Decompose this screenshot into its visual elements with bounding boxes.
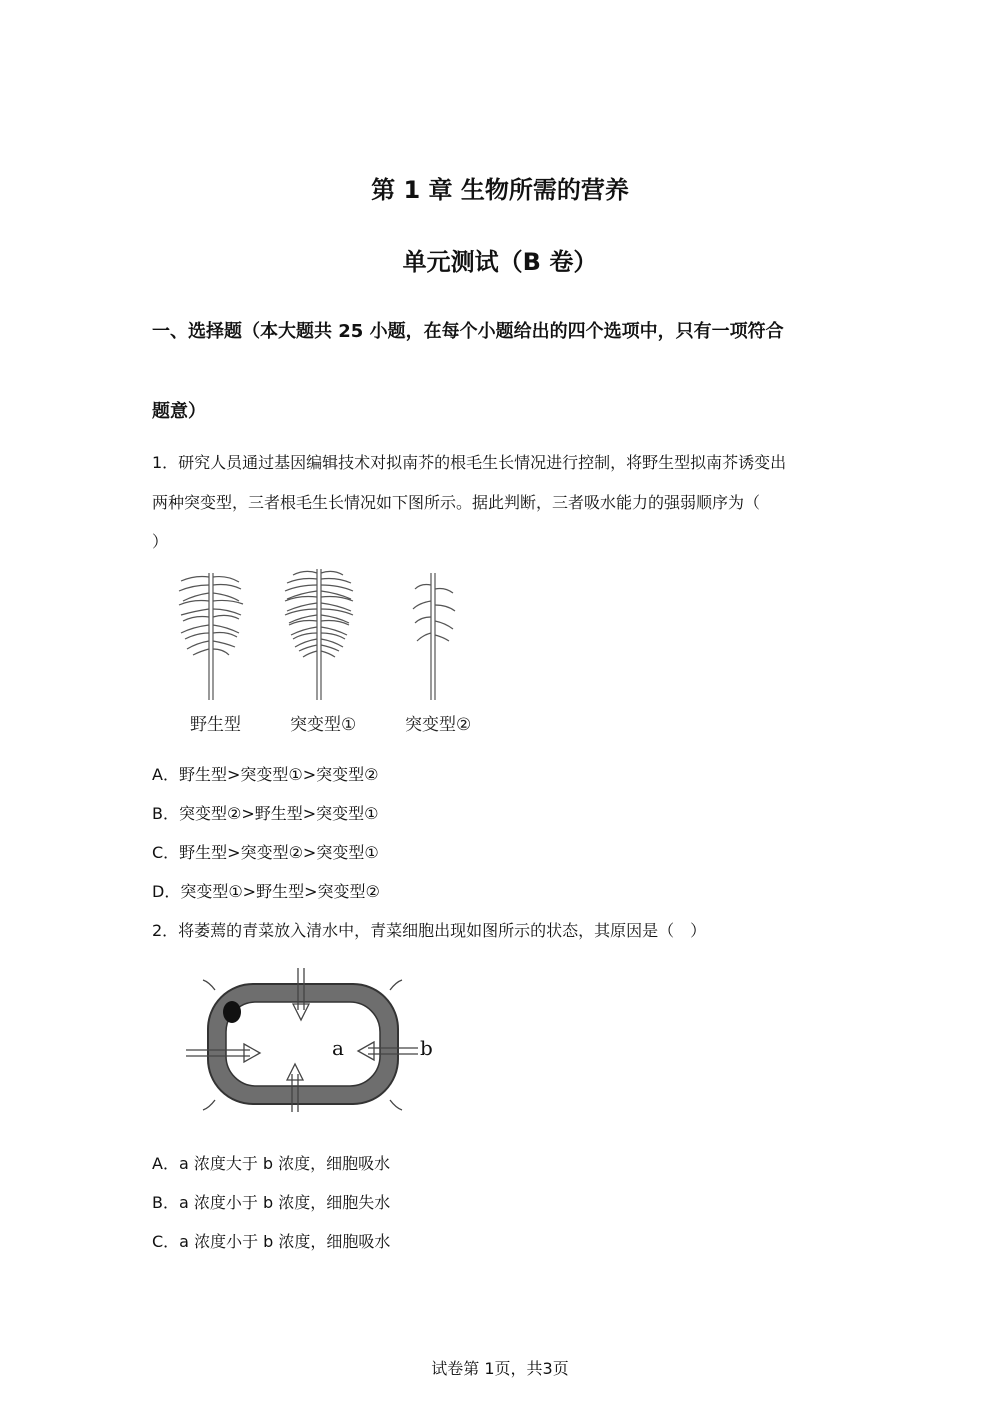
figure-label-wild-type: 野生型: [190, 715, 241, 735]
figure-label-mutant-1: 突变型①: [290, 715, 357, 735]
q2-option-c: C．a 浓度小于 b 浓度，细胞吸水: [152, 1232, 391, 1251]
q1-option-a: A．野生型>突变型①>突变型②: [152, 765, 379, 784]
q2-option-b: B．a 浓度小于 b 浓度，细胞失水: [152, 1193, 391, 1212]
page-footer: 试卷第 1页，共3页: [431, 1359, 569, 1378]
section-heading-line1: 一、选择题（本大题共 25 小题，在每个小题给出的四个选项中，只有一项符合: [152, 321, 784, 342]
q1-option-d: D．突变型①>野生型>突变型②: [152, 882, 380, 901]
cell-figure: [180, 962, 450, 1122]
q1-text-line2: 两种突变型，三者根毛生长情况如下图所示。据此判断，三者吸水能力的强弱顺序为（: [152, 493, 761, 512]
q1-text-line1: 1．研究人员通过基因编辑技术对拟南芥的根毛生长情况进行控制，将野生型拟南芥诱变出: [152, 453, 787, 472]
q2-option-a: A．a 浓度大于 b 浓度，细胞吸水: [152, 1154, 391, 1173]
cell-label-b: b: [420, 1036, 433, 1060]
q2-text-line1: 2．将萎蔫的青菜放入清水中，青菜细胞出现如图所示的状态，其原因是（ ）: [152, 921, 707, 940]
root-hair-drawing: [165, 565, 505, 705]
root-hair-figure: [165, 565, 505, 745]
section-heading-line2: 题意）: [152, 401, 206, 422]
q1-text-line3: ）: [152, 532, 169, 551]
page-subtitle: 单元测试（B 卷）: [402, 248, 598, 276]
page-title: 第 1 章 生物所需的营养: [371, 176, 629, 204]
q1-option-b: B．突变型②>野生型>突变型①: [152, 804, 379, 823]
cell-drawing: [180, 962, 450, 1122]
cell-label-a: a: [332, 1036, 344, 1060]
figure-label-mutant-2: 突变型②: [405, 715, 472, 735]
q1-option-c: C．野生型>突变型②>突变型①: [152, 843, 379, 862]
